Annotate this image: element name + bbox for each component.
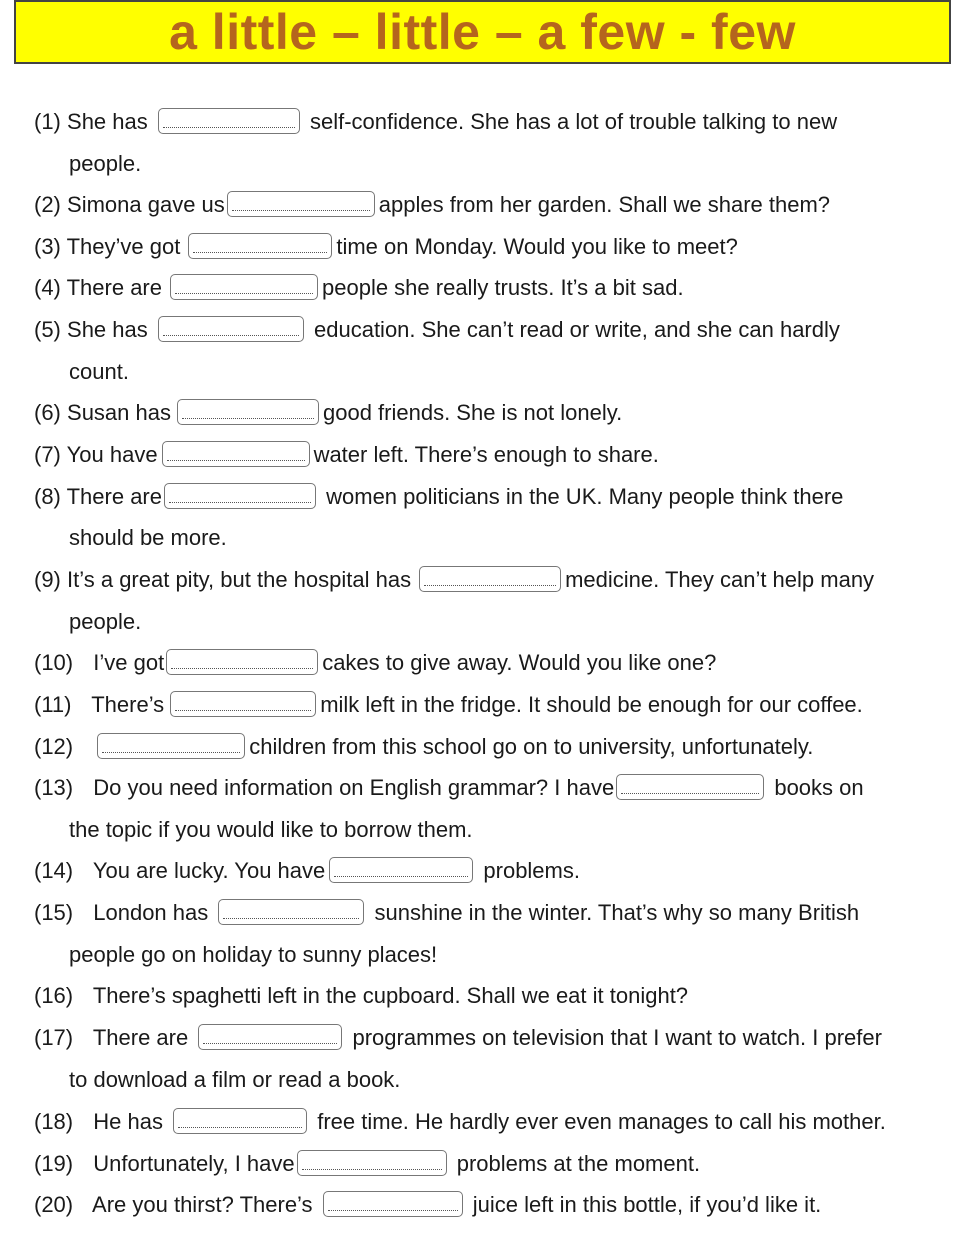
question-number: (2) (34, 192, 61, 217)
question-text-after: good friends. She is not lonely. (322, 400, 623, 425)
question-19 (34, 1143, 939, 1185)
question-text-after: children from this school go on to university, unfortunately. (249, 734, 814, 759)
question-number: (4) (34, 275, 61, 300)
question-12 (34, 726, 939, 768)
question-9-continuation: people. (69, 609, 142, 634)
question-5-continuation: count. (69, 359, 129, 384)
answer-box[interactable] (188, 233, 332, 259)
question-text-after: time on Monday. Would you like to meet? (336, 234, 738, 259)
question-text-before: There’s spaghetti left in the cupboard. Shall we eat it tonight? (92, 983, 689, 1008)
answer-box[interactable] (323, 1191, 463, 1217)
question-text-after: milk left in the fridge. It should be enough for our coffee. (320, 692, 863, 717)
answer-box[interactable] (162, 441, 310, 467)
question-14 (34, 850, 939, 892)
question-text-before: There are (92, 1025, 189, 1050)
question-text-before: She has (67, 109, 148, 134)
question-number: (1) (34, 109, 61, 134)
question-10 (34, 642, 939, 684)
question-text-before: London has (93, 900, 209, 925)
answer-box[interactable] (164, 483, 316, 509)
answer-box[interactable] (198, 1024, 342, 1050)
question-number: (14) (34, 858, 74, 883)
question-number: (6) (34, 400, 61, 425)
question-text-after: apples from her garden. Shall we share them? (378, 192, 831, 217)
answer-box[interactable] (97, 733, 245, 759)
question-3 (34, 226, 939, 268)
question-number: (7) (34, 442, 61, 467)
question-text-after: medicine. They can’t help many (565, 567, 875, 592)
question-text-before: Are you thirst? There’s (92, 1192, 313, 1217)
question-text-after: education. She can’t read or write, and she can hardly (314, 317, 840, 342)
question-text-before: There are (66, 275, 162, 300)
question-number: (11) (34, 692, 72, 717)
question-text-after: people she really trusts. It’s a bit sad. (322, 275, 684, 300)
question-number: (5) (34, 317, 61, 342)
question-text-before: There are (66, 484, 162, 509)
question-9 (34, 559, 939, 601)
worksheet-title: a little – little – a few - few (169, 4, 796, 60)
question-20 (34, 1184, 939, 1226)
question-number: (10) (34, 650, 74, 675)
question-number: (20) (34, 1192, 74, 1217)
question-number: (3) (34, 234, 61, 259)
answer-box[interactable] (170, 274, 318, 300)
answer-box[interactable] (158, 108, 300, 134)
question-15-continuation: people go on holiday to sunny places! (69, 942, 438, 967)
question-text-after: juice left in this bottle, if you’d like it. (472, 1192, 822, 1217)
question-text-after: cakes to give away. Would you like one? (322, 650, 717, 675)
question-number: (9) (34, 567, 61, 592)
question-15 (34, 892, 939, 934)
question-text-after: women politicians in the UK. Many people think there (326, 484, 844, 509)
answer-box[interactable] (166, 649, 318, 675)
question-text-after: water left. There’s enough to share. (313, 442, 659, 467)
question-13-continuation: the topic if you would like to borrow them. (69, 817, 473, 842)
question-text-before: It’s a great pity, but the hospital has (67, 567, 412, 592)
question-text-before: She has (67, 317, 148, 342)
answer-box[interactable] (227, 191, 375, 217)
answer-box[interactable] (218, 899, 364, 925)
answer-box[interactable] (170, 691, 316, 717)
question-text-before: Susan has (67, 400, 171, 425)
question-text-after: problems. (483, 858, 580, 883)
question-text-before: Do you need information on English grammar? I have (93, 775, 615, 800)
question-text-after: sunshine in the winter. That’s why so many British (374, 900, 860, 925)
question-text-after: problems at the moment. (456, 1151, 701, 1176)
question-11 (34, 684, 939, 726)
question-13 (34, 767, 939, 809)
question-text-before: I’ve got (93, 650, 165, 675)
question-number: (18) (34, 1109, 74, 1134)
question-text-after: free time. He hardly ever even manages to call his mother. (317, 1109, 886, 1134)
question-text-before: You have (66, 442, 158, 467)
question-1 (34, 101, 939, 143)
question-text-after: self-confidence. She has a lot of trouble talking to new (310, 109, 838, 134)
question-17-continuation: to download a film or read a book. (69, 1067, 401, 1092)
question-17 (34, 1017, 939, 1059)
question-16 (34, 975, 939, 1017)
question-6 (34, 392, 939, 434)
question-text-after: programmes on television that I want to watch. I prefer (352, 1025, 882, 1050)
question-8 (34, 476, 939, 518)
answer-box[interactable] (173, 1108, 307, 1134)
answer-box[interactable] (616, 774, 764, 800)
question-text-before: Simona gave us (67, 192, 225, 217)
question-5 (34, 309, 939, 351)
question-text-before: They’ve got (66, 234, 181, 259)
answer-box[interactable] (419, 566, 561, 592)
question-number: (13) (34, 775, 74, 800)
question-number: (15) (34, 900, 74, 925)
answer-box[interactable] (297, 1150, 447, 1176)
question-2 (34, 184, 939, 226)
question-number: (8) (34, 484, 61, 509)
question-text-before: Unfortunately, I have (93, 1151, 295, 1176)
question-18 (34, 1101, 939, 1143)
answer-box[interactable] (329, 857, 473, 883)
question-number: (12) (34, 734, 74, 759)
question-number: (16) (34, 983, 74, 1008)
question-7 (34, 434, 939, 476)
question-number: (17) (34, 1025, 74, 1050)
question-8-continuation: should be more. (69, 525, 227, 550)
question-text-before: There’s (91, 692, 165, 717)
answer-box[interactable] (158, 316, 304, 342)
answer-box[interactable] (177, 399, 319, 425)
question-text-before: You are lucky. You have (92, 858, 326, 883)
question-text-before: He has (93, 1109, 163, 1134)
question-text-after: books on (774, 775, 864, 800)
title-banner (14, 0, 951, 64)
question-number: (19) (34, 1151, 74, 1176)
question-4 (34, 267, 939, 309)
question-1-continuation: people. (69, 151, 142, 176)
